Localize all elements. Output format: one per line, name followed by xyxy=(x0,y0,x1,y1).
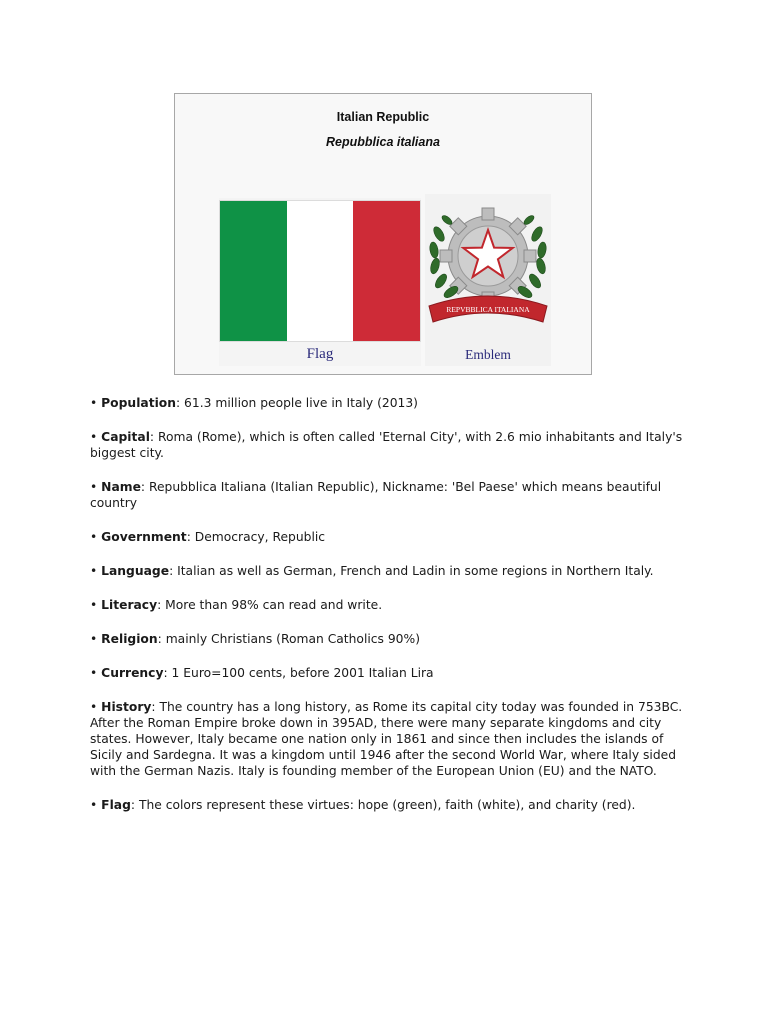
fact-text: : The country has a long history, as Rome its capital city today was founded in 753BC. After the Roman Empire broke down in 395AD, there were many separate kingdoms and city states. However, Italy became one nation only in 1861 and since then includes the islands of Sicily and Sardegna. It was a kingdom until 1946 after the second World War, where Italy sided with the German Nazis. Italy is founding member of the European Union (EU) and the NATO. xyxy=(90,700,683,778)
bullet: • xyxy=(90,480,102,494)
fact-key: Name xyxy=(101,480,141,494)
fact-key: Government xyxy=(101,530,187,544)
fact-item xyxy=(90,597,690,613)
bullet: • xyxy=(90,564,102,578)
fact-item xyxy=(90,395,690,411)
italian-flag-image[interactable] xyxy=(219,200,421,342)
fact-item xyxy=(90,699,690,779)
fact-text: : More than 98% can read and write. xyxy=(157,598,383,612)
fact-text: : Repubblica Italiana (Italian Republic), Nickname: 'Bel Paese' which means beautiful country xyxy=(90,480,662,510)
fact-item xyxy=(90,529,690,545)
fact-key: Language xyxy=(101,564,170,578)
bullet: • xyxy=(90,666,102,680)
bullet: • xyxy=(90,598,102,612)
fact-item xyxy=(90,631,690,647)
fact-text: : 61.3 million people live in Italy (2013) xyxy=(176,396,418,410)
flag-stripe-red xyxy=(353,201,420,341)
fact-text: : 1 Euro=100 cents, before 2001 Italian Lira xyxy=(163,666,434,680)
bullet: • xyxy=(90,798,102,812)
bullet: • xyxy=(90,430,102,444)
emblem-caption-link[interactable]: Emblem xyxy=(465,347,511,362)
fact-item xyxy=(90,429,690,461)
fact-item xyxy=(90,797,690,813)
fact-key: Capital xyxy=(101,430,150,444)
bullet: • xyxy=(90,396,102,410)
fact-item xyxy=(90,563,690,579)
flag-stripe-green xyxy=(220,201,287,341)
country-infobox xyxy=(174,93,592,375)
flag-stripe-white xyxy=(287,201,354,341)
fact-text: : The colors represent these virtues: hope (green), faith (white), and charity (red). xyxy=(130,798,636,812)
fact-list xyxy=(90,395,690,831)
emblem-cell xyxy=(425,194,551,366)
fact-text: : Italian as well as German, French and Ladin in some regions in Northern Italy. xyxy=(169,564,654,578)
fact-key: Flag xyxy=(101,798,131,812)
bullet: • xyxy=(90,700,102,714)
fact-text: : Democracy, Republic xyxy=(186,530,326,544)
fact-key: Currency xyxy=(101,666,164,680)
infobox-subtitle: Repubblica italiana xyxy=(326,135,440,149)
bullet: • xyxy=(90,632,102,646)
bullet: • xyxy=(90,530,102,544)
fact-key: History xyxy=(101,700,152,714)
infobox-title: Italian Republic xyxy=(336,110,430,124)
fact-item xyxy=(90,665,690,681)
fact-key: Religion xyxy=(101,632,158,646)
flag-cell xyxy=(219,198,421,366)
fact-text: : mainly Christians (Roman Catholics 90%) xyxy=(157,632,420,646)
fact-text: : Roma (Rome), which is often called 'Eternal City', with 2.6 mio inhabitants and Italy's biggest city. xyxy=(90,430,683,460)
fact-key: Literacy xyxy=(101,598,158,612)
fact-key: Population xyxy=(101,396,176,410)
flag-caption-link[interactable]: Flag xyxy=(306,346,334,362)
emblem-of-italy-image[interactable] xyxy=(425,194,551,344)
fact-item xyxy=(90,479,690,511)
emblem-ribbon-text: REPVBBLICA ITALIANA xyxy=(446,305,530,314)
